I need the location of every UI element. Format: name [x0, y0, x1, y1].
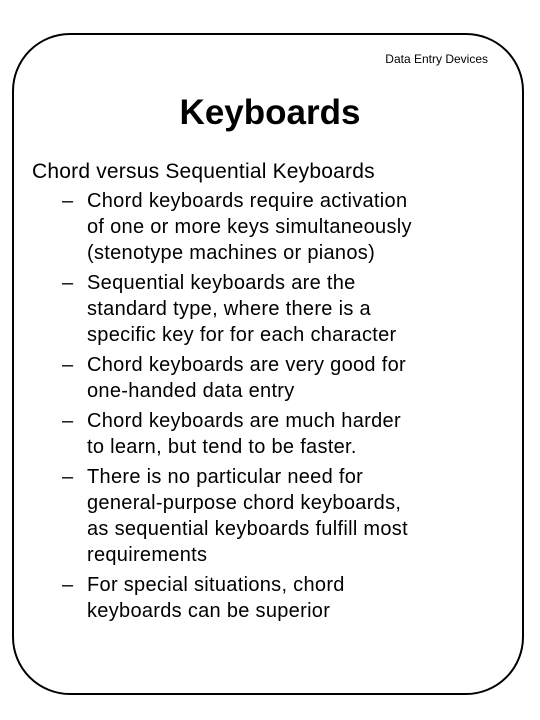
bullet-item	[32, 188, 512, 266]
bullet-line: general-purpose chord keyboards,	[87, 492, 402, 514]
bullet-dash: –	[62, 410, 74, 432]
bullet-line: Chord keyboards require activation	[87, 190, 408, 212]
bullet-dash: –	[62, 272, 74, 294]
bullet-line: keyboards can be superior	[87, 600, 331, 622]
bullet-line: specific key for for each character	[87, 324, 397, 346]
section-heading: Chord versus Sequential Keyboards	[32, 160, 375, 183]
bullet-line: (stenotype machines or pianos)	[87, 242, 376, 264]
slide-title: Keyboards	[179, 93, 361, 132]
bullet-line: standard type, where there is a	[87, 298, 371, 320]
bullet-item	[32, 408, 512, 460]
bullet-line: Chord keyboards are much harder	[87, 410, 401, 432]
bullet-dash: –	[62, 466, 74, 488]
slide-content	[32, 159, 512, 628]
header-label: Data Entry Devices	[385, 52, 488, 66]
bullet-line: There is no particular need for	[87, 466, 364, 488]
bullet-dash: –	[62, 190, 74, 212]
bullet-line: as sequential keyboards fulfill most	[87, 518, 408, 540]
bullet-line: requirements	[87, 544, 208, 566]
bullet-item	[32, 572, 512, 624]
bullet-line: Sequential keyboards are the	[87, 272, 356, 294]
bullet-line: to learn, but tend to be faster.	[87, 436, 357, 458]
bullet-list	[32, 188, 512, 624]
bullet-dash: –	[62, 354, 74, 376]
bullet-item	[32, 270, 512, 348]
bullet-line: Chord keyboards are very good for	[87, 354, 406, 376]
bullet-line: of one or more keys simultaneously	[87, 216, 412, 238]
bullet-line: one-handed data entry	[87, 380, 295, 402]
bullet-line: For special situations, chord	[87, 574, 345, 596]
bullet-item	[32, 352, 512, 404]
bullet-dash: –	[62, 574, 74, 596]
bullet-item	[32, 464, 512, 568]
